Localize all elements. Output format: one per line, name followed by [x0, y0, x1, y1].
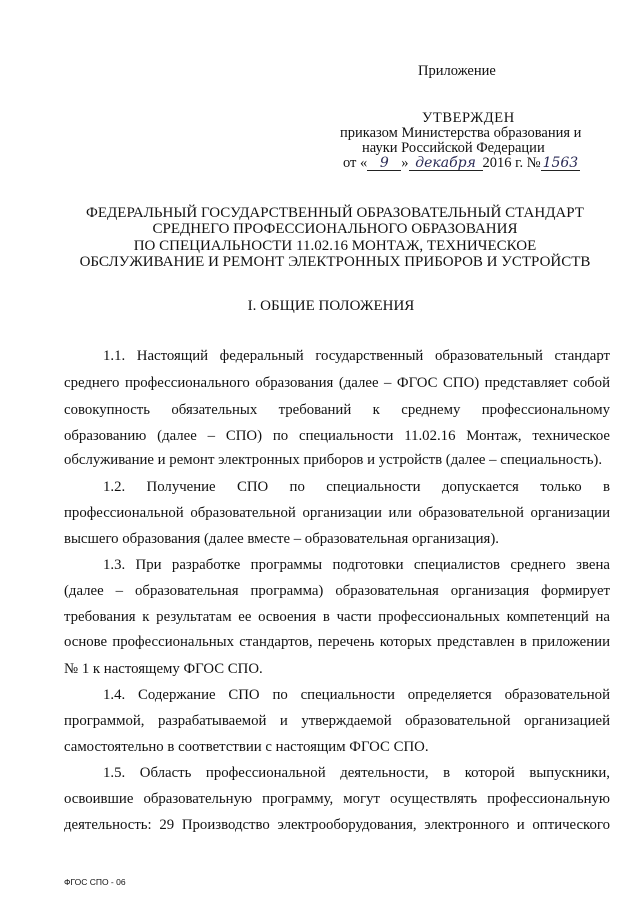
- document-title-line-4: ОБСЛУЖИВАНИЕ И РЕМОНТ ЭЛЕКТРОННЫХ ПРИБОРОВ И УСТРОЙСТВ: [79, 254, 591, 270]
- paragraph-line: основе профессиональных стандартов, перечень которых представлен в приложении: [64, 634, 610, 650]
- paragraph-line: 1.1. Настоящий федеральный государственный образовательный стандарт: [103, 348, 610, 364]
- document-title-line-3: ПО СПЕЦИАЛЬНОСТИ 11.02.16 МОНТАЖ, ТЕХНИЧЕСКОЕ: [133, 238, 537, 254]
- document-title-line-2: СРЕДНЕГО ПРОФЕССИОНАЛЬНОГО ОБРАЗОВАНИЯ: [152, 221, 518, 237]
- appendix-label: Приложение: [418, 63, 496, 79]
- handwritten-day: 9: [367, 156, 401, 171]
- handwritten-month: декабря: [409, 156, 483, 171]
- paragraph-line: совокупность обязательных требований к среднему профессиональному: [64, 402, 610, 418]
- paragraph-line: среднего профессионального образования (далее – ФГОС СПО) представляет собой: [64, 375, 610, 391]
- paragraph-line: 1.5. Область профессиональной деятельности, в которой выпускники,: [103, 765, 610, 781]
- paragraph-line: (далее – образовательная программа) образовательная организация формирует: [64, 583, 610, 599]
- document-title-line-1: ФЕДЕРАЛЬНЫЙ ГОСУДАРСТВЕННЫЙ ОБРАЗОВАТЕЛЬНЫЙ СТАНДАРТ: [86, 205, 584, 221]
- order-line-2: науки Российской Федерации: [362, 140, 545, 156]
- date-prefix: от «: [343, 155, 368, 171]
- paragraph-line: высшего образования (далее вместе – образовательная организация).: [64, 531, 499, 547]
- paragraph-line: обслуживание и ремонт электронных приборов и устройств (далее – специальность).: [64, 452, 603, 468]
- footer-code: ФГОС СПО - 06: [64, 877, 126, 887]
- paragraph-line: профессиональной образовательной организации или образовательной организации: [64, 505, 610, 521]
- paragraph-line: образованию (далее – СПО) по специальности 11.02.16 Монтаж, техническое: [64, 428, 610, 444]
- approved-label: УТВЕРЖДЕН: [422, 110, 515, 126]
- paragraph-line: 1.2. Получение СПО по специальности допускается только в: [103, 479, 610, 495]
- order-date-line: [343, 155, 580, 172]
- paragraph-line: № 1 к настоящему ФГОС СПО.: [64, 661, 263, 677]
- paragraph-line: деятельность: 29 Производство электрооборудования, электронного и оптического: [64, 817, 610, 833]
- section-title: I. ОБЩИЕ ПОЛОЖЕНИЯ: [247, 298, 415, 314]
- date-year: 2016 г. №: [482, 155, 541, 171]
- order-line-1: приказом Министерства образования и: [340, 125, 582, 141]
- date-mid: »: [401, 155, 409, 171]
- paragraph-line: освоившие образовательную программу, могут осуществлять профессиональную: [64, 791, 610, 807]
- paragraph-line: требования к результатам ее освоения в части профессиональных компетенций на: [64, 609, 610, 625]
- paragraph-line: программой, разрабатываемой и утверждаемой образовательной организацией: [64, 713, 610, 729]
- paragraph-line: 1.3. При разработке программы подготовки специалистов среднего звена: [103, 557, 610, 573]
- paragraph-line: самостоятельно в соответствии с настоящим ФГОС СПО.: [64, 739, 429, 755]
- paragraph-line: 1.4. Содержание СПО по специальности определяется образовательной: [103, 687, 610, 703]
- handwritten-order-number: 1563: [542, 155, 579, 171]
